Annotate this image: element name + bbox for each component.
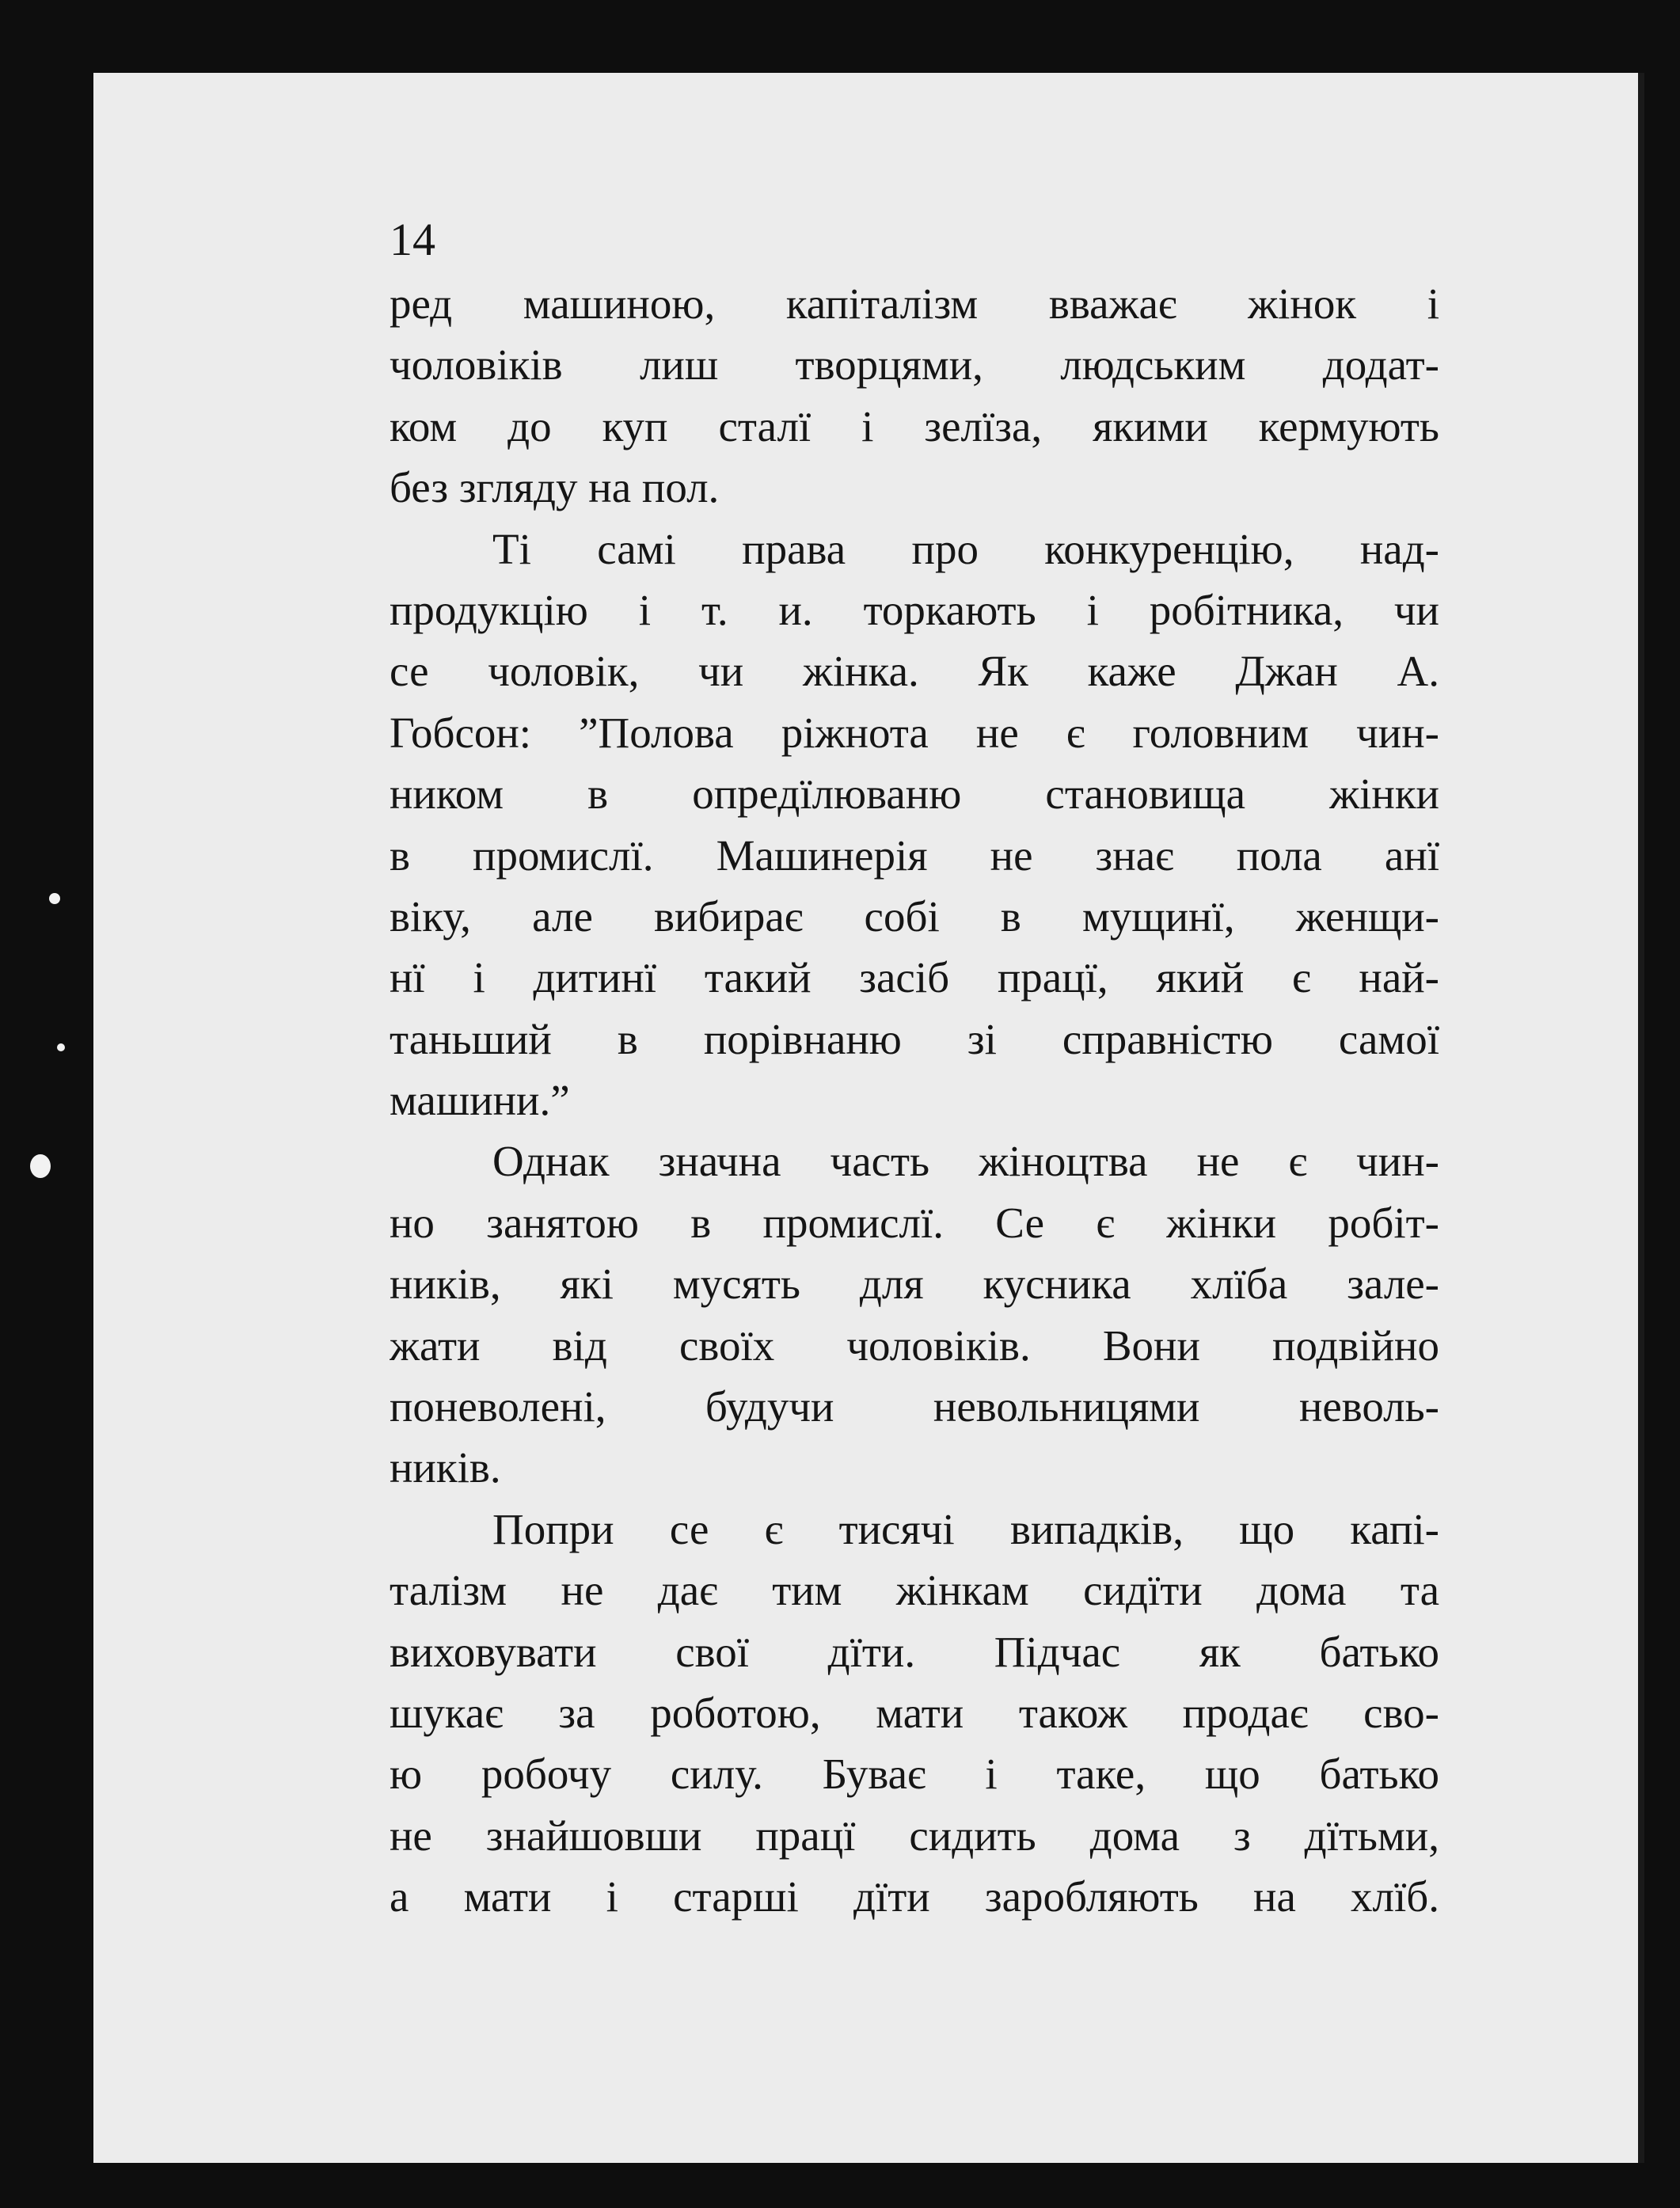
text-line: не знайшовши працї сидить дома з дїтьми, — [390, 1811, 1439, 1860]
scan-speck — [30, 1154, 51, 1178]
text-line: жати від своїх чоловіків. Вони подвійно — [390, 1321, 1439, 1370]
text-line: шукає за роботою, мати також продає сво- — [390, 1688, 1439, 1737]
text-line: ю робочу силу. Буває і таке, що батько — [390, 1750, 1439, 1799]
paragraph-start-line: Попри се є тисячі випадків, що капі- — [492, 1504, 1439, 1553]
text-line: виховувати свої дїти. Підчас як батько — [390, 1627, 1439, 1676]
text-line: таньший в порівнаню зі справністю самої — [390, 1014, 1439, 1063]
text-line: поневолені, будучи невольницями неволь- — [390, 1382, 1439, 1431]
text-line: но занятою в промислї. Се є жінки робіт- — [390, 1198, 1439, 1247]
text-line: ників. — [390, 1443, 501, 1492]
text-line: а мати і старші дїти заробляють на хлїб. — [390, 1872, 1439, 1921]
text-line: нї і дитинї такий засіб працї, який є най- — [390, 953, 1439, 1002]
paragraph-start-line: Однак значна часть жіноцтва не є чин- — [492, 1137, 1439, 1186]
text-line: продукцію і т. и. торкають і робітника, чи — [390, 585, 1439, 634]
text-line: в промислї. Машинерія не знає пола анї — [390, 830, 1439, 880]
text-line: чоловіків лиш творцями, людським додат- — [390, 340, 1439, 390]
scan-speck — [49, 893, 60, 904]
scan-speck — [57, 1043, 65, 1051]
text-line: ником в опредїлюваню становища жінки — [390, 770, 1439, 819]
text-line: машини.” — [390, 1076, 570, 1125]
text-line: віку, але вибирає собі в мущинї, женщи- — [390, 891, 1439, 941]
page-text — [390, 210, 1439, 1928]
text-line: Гобсон: ”Полова ріжнота не є головним чин- — [390, 708, 1439, 757]
text-line: ників, які мусять для кусника хлїба зале- — [390, 1260, 1439, 1309]
text-line: се чоловік, чи жінка. Як каже Джан А. — [390, 647, 1439, 696]
text-line: ред машиною, капіталізм вважає жінок і — [390, 279, 1439, 328]
text-line: ком до куп сталї і зелїза, якими кермують — [390, 401, 1439, 450]
text-line: талізм не дає тим жінкам сидїти дома та — [390, 1566, 1439, 1615]
text-line: без згляду на пол. — [390, 463, 720, 512]
page-number: 14 — [390, 214, 435, 265]
paragraph-start-line: Ті самі права про конкуренцію, над- — [492, 524, 1439, 573]
page-edge — [1638, 73, 1644, 2163]
